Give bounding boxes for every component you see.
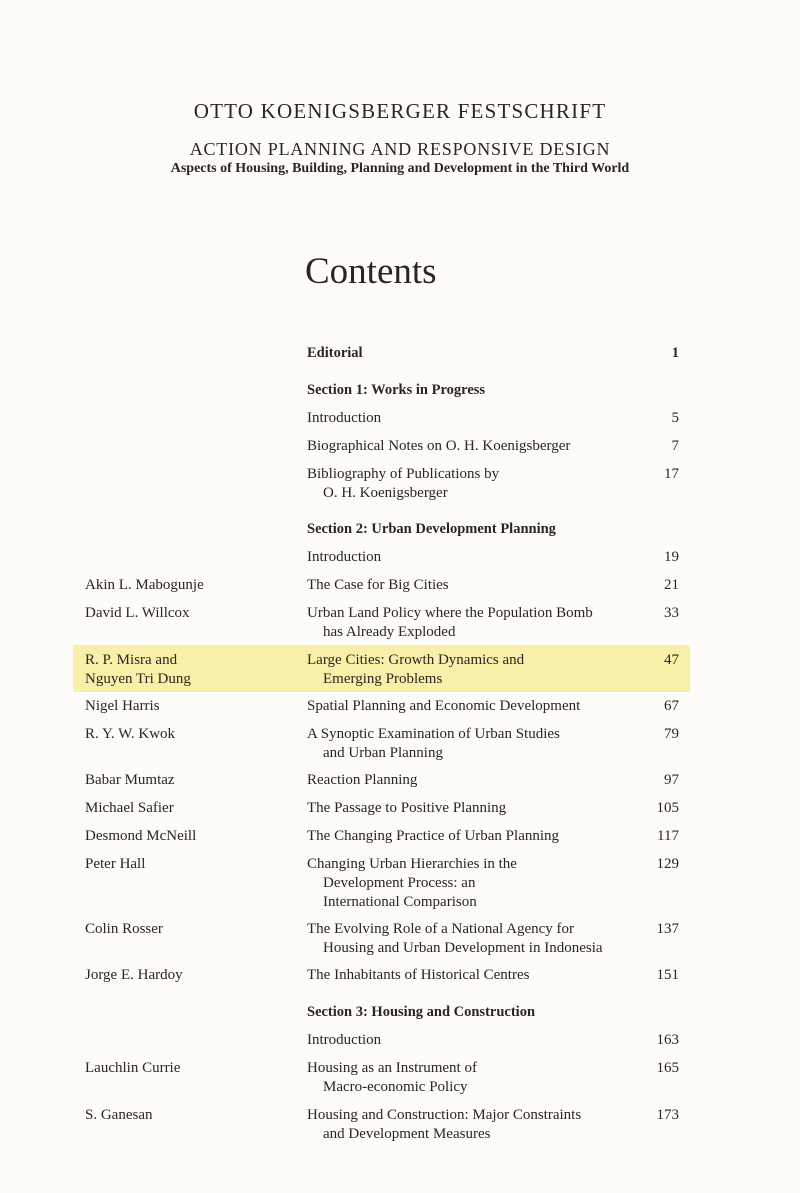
toc-title	[307, 409, 652, 428]
toc-title-line: Bibliography of Publications by	[307, 466, 500, 482]
toc-page-number: 5	[671, 410, 679, 426]
toc-title	[307, 381, 652, 400]
toc-title	[307, 1003, 652, 1022]
toc-author	[85, 1106, 153, 1125]
toc-title	[307, 799, 652, 818]
toc-title-line: A Synoptic Examination of Urban Studies	[307, 726, 560, 742]
toc-page-number: 47	[664, 652, 679, 668]
toc-page-number: 33	[664, 605, 679, 621]
toc-author-line: Desmond McNeill	[85, 828, 197, 844]
toc-author-line: Nguyen Tri Dung	[85, 671, 191, 687]
toc-author	[85, 576, 204, 595]
toc-page-number: 173	[656, 1107, 679, 1123]
toc-title-line: The Case for Big Cities	[307, 577, 449, 593]
toc-title-line: Large Cities: Growth Dynamics and	[307, 652, 525, 668]
toc-title-line: Section 2: Urban Development Planning	[307, 521, 556, 537]
toc-title-line: The Changing Practice of Urban Planning	[307, 828, 560, 844]
toc-page-number: 129	[656, 856, 679, 872]
toc-title	[307, 771, 652, 790]
toc-title-line: Urban Land Policy where the Population Bomb	[307, 605, 593, 621]
toc-title-line: Housing and Urban Development in Indonesia	[323, 940, 603, 956]
toc-title-line: and Development Measures	[323, 1126, 491, 1142]
toc-title-line: has Already Exploded	[323, 624, 456, 640]
toc-title-line: O. H. Koenigsberger	[323, 485, 448, 501]
toc-title	[307, 576, 652, 595]
toc-page-number: 137	[656, 921, 679, 937]
toc-page-number: 79	[664, 726, 679, 742]
toc-title-line: Section 1: Works in Progress	[307, 382, 486, 398]
toc-title-line: Changing Urban Hierarchies in the	[307, 856, 517, 872]
toc-title-line: Biographical Notes on O. H. Koenigsberger	[307, 438, 571, 454]
toc-title	[307, 604, 652, 642]
toc-author-line: Michael Safier	[85, 800, 174, 816]
toc-page-number: 17	[664, 466, 679, 482]
book-title: ACTION PLANNING AND RESPONSIVE DESIGN	[189, 139, 611, 159]
toc-title	[307, 725, 652, 763]
toc-title-line: Housing as an Instrument of	[307, 1060, 477, 1076]
toc-title	[307, 855, 652, 912]
toc-page-number: 7	[671, 438, 679, 454]
toc-author	[85, 725, 175, 744]
toc-author-line: Colin Rosser	[85, 921, 163, 937]
series-title: OTTO KOENIGSBERGER FESTSCHRIFT	[193, 99, 607, 123]
toc-author-line: S. Ganesan	[85, 1107, 153, 1123]
toc-author-line: Nigel Harris	[85, 698, 160, 714]
toc-author-line: Peter Hall	[85, 856, 146, 872]
toc-title-line: Reaction Planning	[307, 772, 418, 788]
toc-page-number: 21	[664, 577, 679, 593]
toc-title-line: The Passage to Positive Planning	[307, 800, 507, 816]
toc-title-line: Emerging Problems	[323, 671, 443, 687]
toc-title	[307, 1031, 652, 1050]
toc-author	[85, 855, 145, 874]
toc-title-line: Editorial	[307, 345, 363, 361]
toc-title-line: Macro-economic Policy	[323, 1079, 468, 1095]
toc-title-line: The Evolving Role of a National Agency for	[307, 921, 575, 937]
toc-author-line: Jorge E. Hardoy	[85, 967, 183, 983]
toc-page-number: 151	[656, 967, 679, 983]
toc-title	[307, 1059, 652, 1097]
toc-page-number: 105	[656, 800, 679, 816]
toc-title	[307, 437, 652, 456]
toc-title	[307, 827, 652, 846]
toc-author	[85, 651, 191, 689]
toc-title-line: Development Process: an	[323, 875, 476, 891]
toc-page-number: 97	[664, 772, 679, 788]
toc-author-line: David L. Willcox	[85, 605, 190, 621]
toc-page-number: 163	[656, 1032, 679, 1048]
toc-page-number: 117	[657, 828, 679, 844]
toc-title	[307, 1106, 652, 1144]
toc-author-line: Babar Mumtaz	[85, 772, 175, 788]
toc-title-line: Section 3: Housing and Construction	[307, 1004, 536, 1020]
toc-title	[307, 920, 652, 958]
toc-author	[85, 966, 183, 985]
toc-title-line: International Comparison	[323, 894, 477, 910]
toc-title	[307, 548, 652, 567]
toc-title-line: Housing and Construction: Major Constraints	[307, 1107, 582, 1123]
toc-author-line: Akin L. Mabogunje	[85, 577, 204, 593]
toc-author	[85, 1059, 180, 1078]
toc-title-line: The Inhabitants of Historical Centres	[307, 967, 530, 983]
toc-title	[307, 465, 652, 503]
toc-page-number: 1	[671, 345, 679, 361]
contents-heading: Contents	[305, 251, 437, 292]
toc-author	[85, 697, 160, 716]
toc-title	[307, 651, 652, 689]
toc-title-line: Introduction	[307, 549, 382, 565]
toc-author	[85, 920, 163, 939]
toc-author	[85, 827, 196, 846]
toc-title-line: Spatial Planning and Economic Development	[307, 698, 581, 714]
toc-author	[85, 771, 175, 790]
toc-title-line: and Urban Planning	[323, 745, 443, 761]
toc-author	[85, 604, 190, 623]
toc-page-number: 67	[664, 698, 679, 714]
toc-title-line: Introduction	[307, 1032, 382, 1048]
toc-page-number: 165	[656, 1060, 679, 1076]
toc-title	[307, 697, 652, 716]
toc-title-line: Introduction	[307, 410, 382, 426]
toc-title	[307, 520, 652, 539]
toc-page-number: 19	[664, 549, 679, 565]
toc-title	[307, 966, 652, 985]
book-subtitle: Aspects of Housing, Building, Planning and Development in the Third World	[170, 161, 630, 176]
toc-author-line: R. P. Misra and	[85, 652, 178, 668]
toc-author-line: Lauchlin Currie	[85, 1060, 181, 1076]
toc-author	[85, 799, 174, 818]
toc-title	[307, 344, 652, 363]
toc-author-line: R. Y. W. Kwok	[85, 726, 176, 742]
